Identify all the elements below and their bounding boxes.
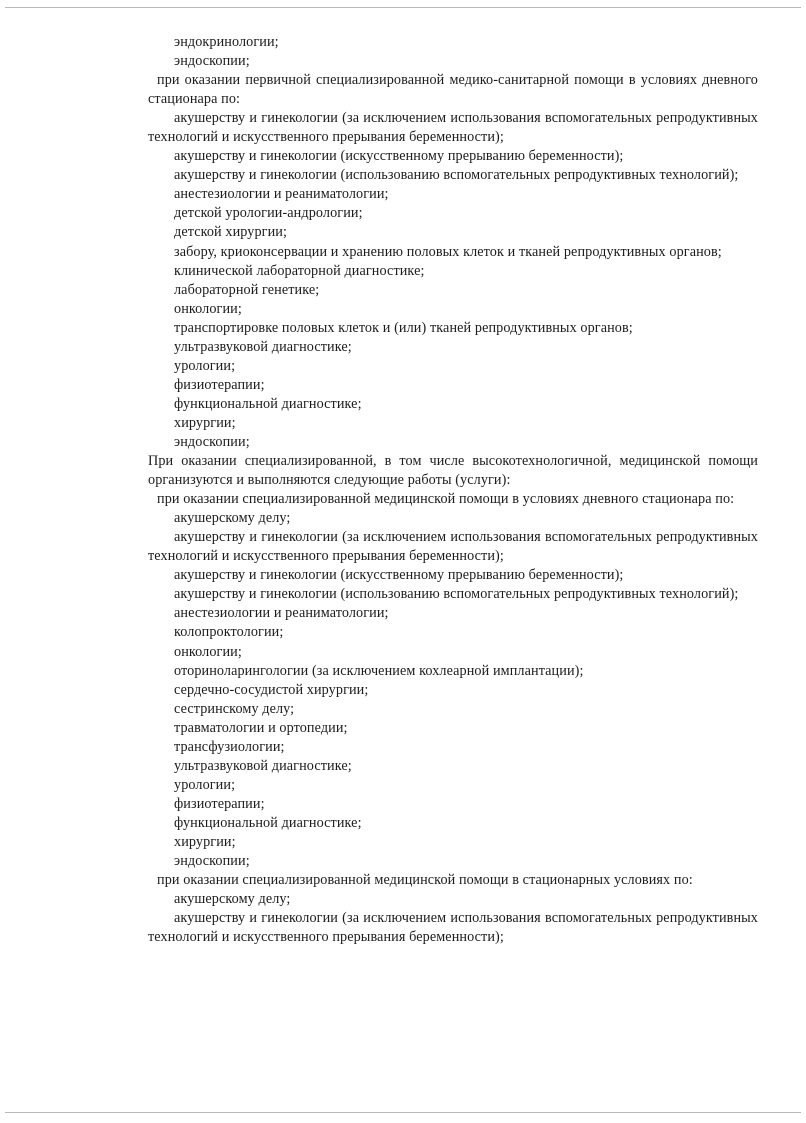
paragraph: сердечно-сосудистой хирургии; <box>174 681 369 698</box>
paragraph: травматологии и ортопедии; <box>174 719 348 736</box>
paragraph: акушерству и гинекологии (использованию вспомогательных репродуктивных технологий); <box>174 586 739 603</box>
paragraph: при оказании специализированной медицинской помощи в стационарных условиях по: <box>157 872 693 889</box>
paragraph: трансфузиологии; <box>174 738 285 755</box>
paragraph: хирургии; <box>174 833 236 850</box>
paragraph: эндоскопии; <box>174 53 250 70</box>
page-top-border <box>5 7 801 8</box>
paragraph: При оказании специализированной, в том числе высокотехнологичной, медицинской помощи организуются и выполняются следующие работы (услуги): <box>148 453 758 489</box>
paragraph: акушерству и гинекологии (за исключением использования вспомогательных репродуктивных технологий и искусственного прерывания беременности); <box>148 110 758 146</box>
paragraph: урологии; <box>174 357 236 374</box>
paragraph: эндокринологии; <box>174 34 279 50</box>
paragraph: физиотерапии; <box>174 795 265 812</box>
document-body <box>148 33 758 947</box>
paragraph: функциональной диагностике; <box>174 395 362 412</box>
paragraph: онкологии; <box>174 643 242 660</box>
paragraph: забору, криоконсервации и хранению половых клеток и тканей репродуктивных органов; <box>174 243 722 260</box>
paragraph: акушерству и гинекологии (за исключением использования вспомогательных репродуктивных технологий и искусственного прерывания беременности); <box>148 529 758 565</box>
paragraph: физиотерапии; <box>174 376 265 393</box>
paragraph: акушерству и гинекологии (искусственному прерыванию беременности); <box>174 567 624 584</box>
paragraph: эндоскопии; <box>174 433 250 450</box>
paragraph: детской урологии-андрологии; <box>174 205 363 222</box>
page-bottom-border <box>5 1112 801 1113</box>
paragraph: ультразвуковой диагностике; <box>174 757 352 774</box>
paragraph: акушерству и гинекологии (за исключением использования вспомогательных репродуктивных технологий и искусственного прерывания беременности); <box>148 910 758 946</box>
paragraph: эндоскопии; <box>174 853 250 870</box>
paragraph: сестринскому делу; <box>174 700 295 717</box>
paragraph: урологии; <box>174 776 236 793</box>
paragraph: колопроктологии; <box>174 624 284 641</box>
paragraph: анестезиологии и реаниматологии; <box>174 605 389 622</box>
paragraph: акушерству и гинекологии (искусственному прерыванию беременности); <box>174 148 624 165</box>
paragraph: клинической лабораторной диагностике; <box>174 262 425 279</box>
paragraph: при оказании первичной специализированной медико-санитарной помощи в условиях дневного стационара по: <box>148 72 758 108</box>
paragraph: анестезиологии и реаниматологии; <box>174 186 389 203</box>
paragraph: функциональной диагностике; <box>174 814 362 831</box>
paragraph: онкологии; <box>174 300 242 317</box>
paragraph: ультразвуковой диагностике; <box>174 338 352 355</box>
paragraph: акушерскому делу; <box>174 891 291 908</box>
paragraph: детской хирургии; <box>174 224 288 241</box>
paragraph: оториноларингологии (за исключением кохлеарной имплантации); <box>174 662 584 679</box>
paragraph: при оказании специализированной медицинской помощи в условиях дневного стационара по: <box>157 491 735 508</box>
paragraph: транспортировке половых клеток и (или) тканей репродуктивных органов; <box>174 319 633 336</box>
paragraph: лабораторной генетике; <box>174 281 320 298</box>
paragraph: акушерству и гинекологии (использованию вспомогательных репродуктивных технологий); <box>174 167 739 184</box>
paragraph: хирургии; <box>174 414 236 431</box>
paragraph: акушерскому делу; <box>174 510 291 527</box>
